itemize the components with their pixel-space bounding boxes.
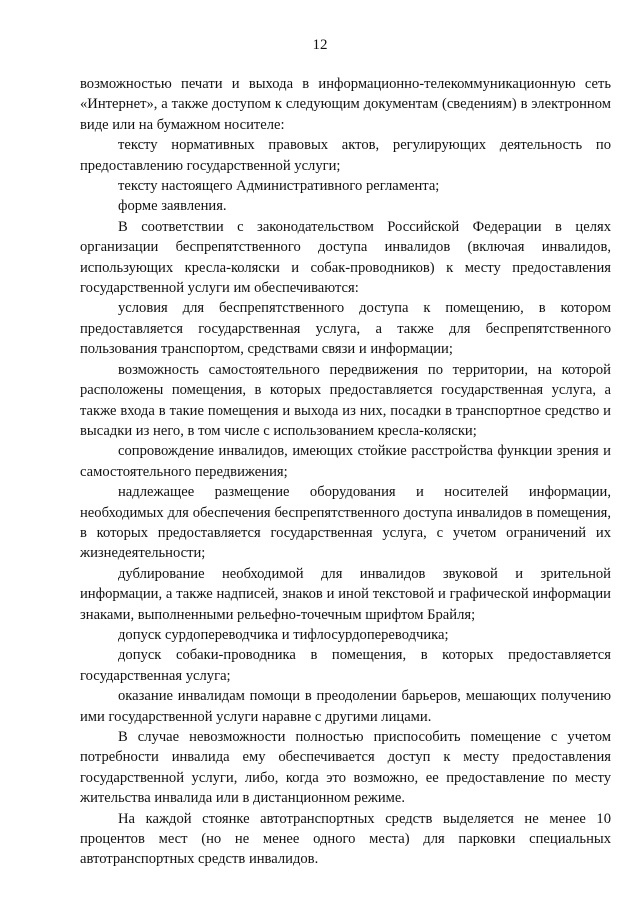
paragraph: дублирование необходимой для инвалидов звуковой и зрительной информации, а также надписей, знаков и иной текстовой и графической информации знаками, выполненными рельефно-точечным шрифтом Брайля; [80,565,611,623]
paragraph: В соответствии с законодательством Российской Федерации в целях организации беспрепятственного доступа инвалидов (включая инвалидов, использующих кресла-коляски и собак-проводников) к месту предоставления государственной услуги им обеспечиваются: [80,218,611,297]
paragraph: допуск собаки-проводника в помещения, в которых предоставляется государственная услуга; [80,647,611,684]
paragraph: тексту настоящего Административного регламента; [118,178,440,195]
paragraph: оказание инвалидам помощи в преодолении барьеров, мешающих получению ими государственной услуги наравне с другими лицами. [80,688,611,725]
paragraph: допуск сурдопереводчика и тифлосурдопереводчика; [118,626,449,643]
paragraph-continuation: возможностью печати и выхода в информационно-телекоммуникационную сеть «Интернет», а также доступом к следующим документам (сведениям) в электронном виде или на бумажном носителе: [80,76,611,133]
paragraph: сопровождение инвалидов, имеющих стойкие расстройства функции зрения и самостоятельного передвижения; [80,443,611,480]
paragraph: возможность самостоятельного передвижения по территории, на которой расположены помещения, в которых предоставляется государственная услуга, а также входа в такие помещения и выхода из них, посадки в транспортное средство и высадки из него, в том числе с использованием кресла-коляски; [80,361,611,439]
paragraph: тексту нормативных правовых актов, регулирующих деятельность по предоставлению государственной услуги; [80,137,611,174]
document-body [80,74,611,870]
paragraph: форме заявления. [118,198,227,215]
page-number: 12 [312,37,328,53]
paragraph: условия для беспрепятственного доступа к помещению, в котором предоставляется государственная услуга, а также для беспрепятственного пользования транспортом, средствами связи и информации; [80,300,611,358]
paragraph: В случае невозможности полностью приспособить помещение с учетом потребности инвалида ему обеспечивается доступ к месту предоставления государственной услуги, либо, когда это возможно, ее предоставление по месту жительства инвалида или в дистанционном режиме. [80,729,611,807]
paragraph: надлежащее размещение оборудования и носителей информации, необходимых для обеспечения беспрепятственного доступа инвалидов в помещения, в которых предоставляется государственная услуга, с учетом ограничений их жизнедеятельности; [80,484,611,562]
paragraph: На каждой стоянке автотранспортных средств выделяется не менее 10 процентов мест (но не менее одного места) для парковки специальных автотранспортных средств инвалидов. [80,810,611,868]
